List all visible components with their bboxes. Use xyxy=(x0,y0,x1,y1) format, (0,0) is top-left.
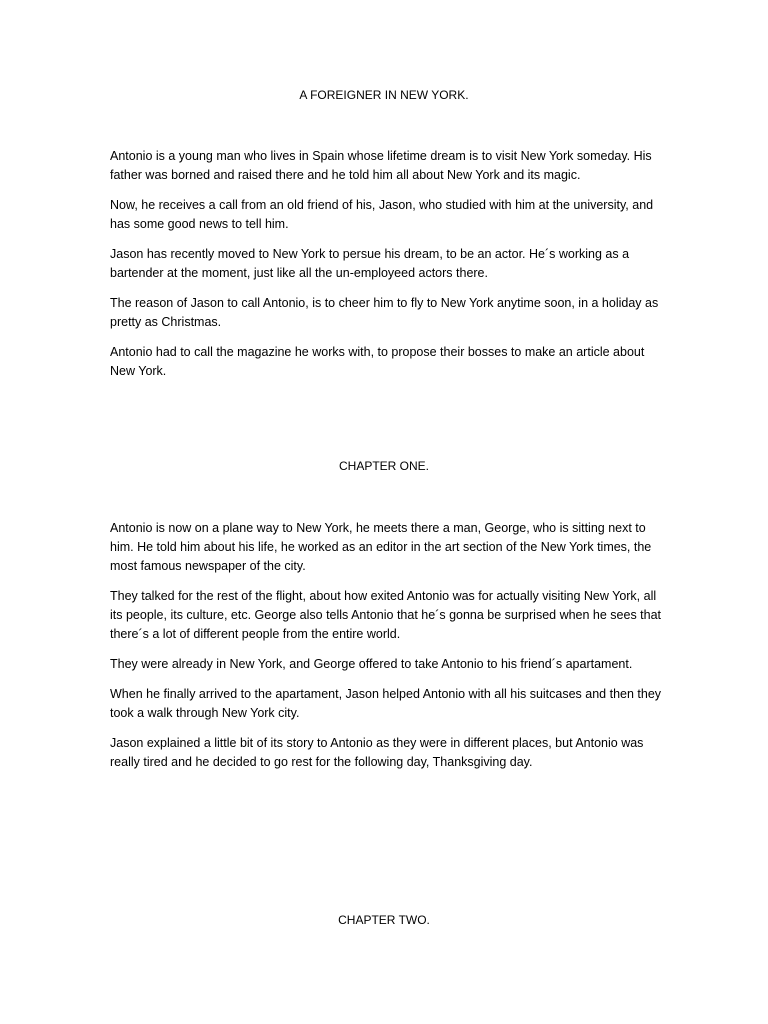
paragraph: When he finally arrived to the apartament, Jason helped Antonio with all his suitcases and then they took a walk through New York city. xyxy=(110,687,662,720)
intro-section xyxy=(110,147,670,392)
chapter-one-heading: CHAPTER ONE. xyxy=(338,459,429,473)
paragraph: Jason explained a little bit of its story to Antonio as they were in different places, but Antonio was really tired and he decided to go rest for the following day, Thanksgiving day. xyxy=(110,736,644,769)
chapter-one-section xyxy=(110,519,670,783)
paragraph: Antonio had to call the magazine he works with, to propose their bosses to make an article about New York. xyxy=(110,345,645,378)
paragraph: They talked for the rest of the flight, about how exited Antonio was for actually visiting New York, all its people, its culture, etc. George also tells Antonio that he´s gonna be surprised when he sees that there´s a lot of different people from the entire world. xyxy=(110,589,662,641)
paragraph: Antonio is now on a plane way to New York, he meets there a man, George, who is sitting next to him. He told him about his life, he worked as an editor in the art section of the New York times, the most famous newspaper of the city. xyxy=(110,521,652,573)
document-title: A FOREIGNER IN NEW YORK. xyxy=(299,88,469,102)
paragraph: Now, he receives a call from an old friend of his, Jason, who studied with him at the university, and has some good news to tell him. xyxy=(110,198,654,231)
paragraph: Antonio is a young man who lives in Spain whose lifetime dream is to visit New York someday. His father was borned and raised there and he told him all about New York and its magic. xyxy=(110,149,652,182)
paragraph: They were already in New York, and George offered to take Antonio to his friend´s apartament. xyxy=(110,657,633,671)
paragraph: The reason of Jason to call Antonio, is to cheer him to fly to New York anytime soon, in a holiday as pretty as Christmas. xyxy=(110,296,659,329)
chapter-two-heading: CHAPTER TWO. xyxy=(338,913,430,927)
paragraph: Jason has recently moved to New York to persue his dream, to be an actor. He´s working as a bartender at the moment, just like all the un-employeed actors there. xyxy=(110,247,630,280)
